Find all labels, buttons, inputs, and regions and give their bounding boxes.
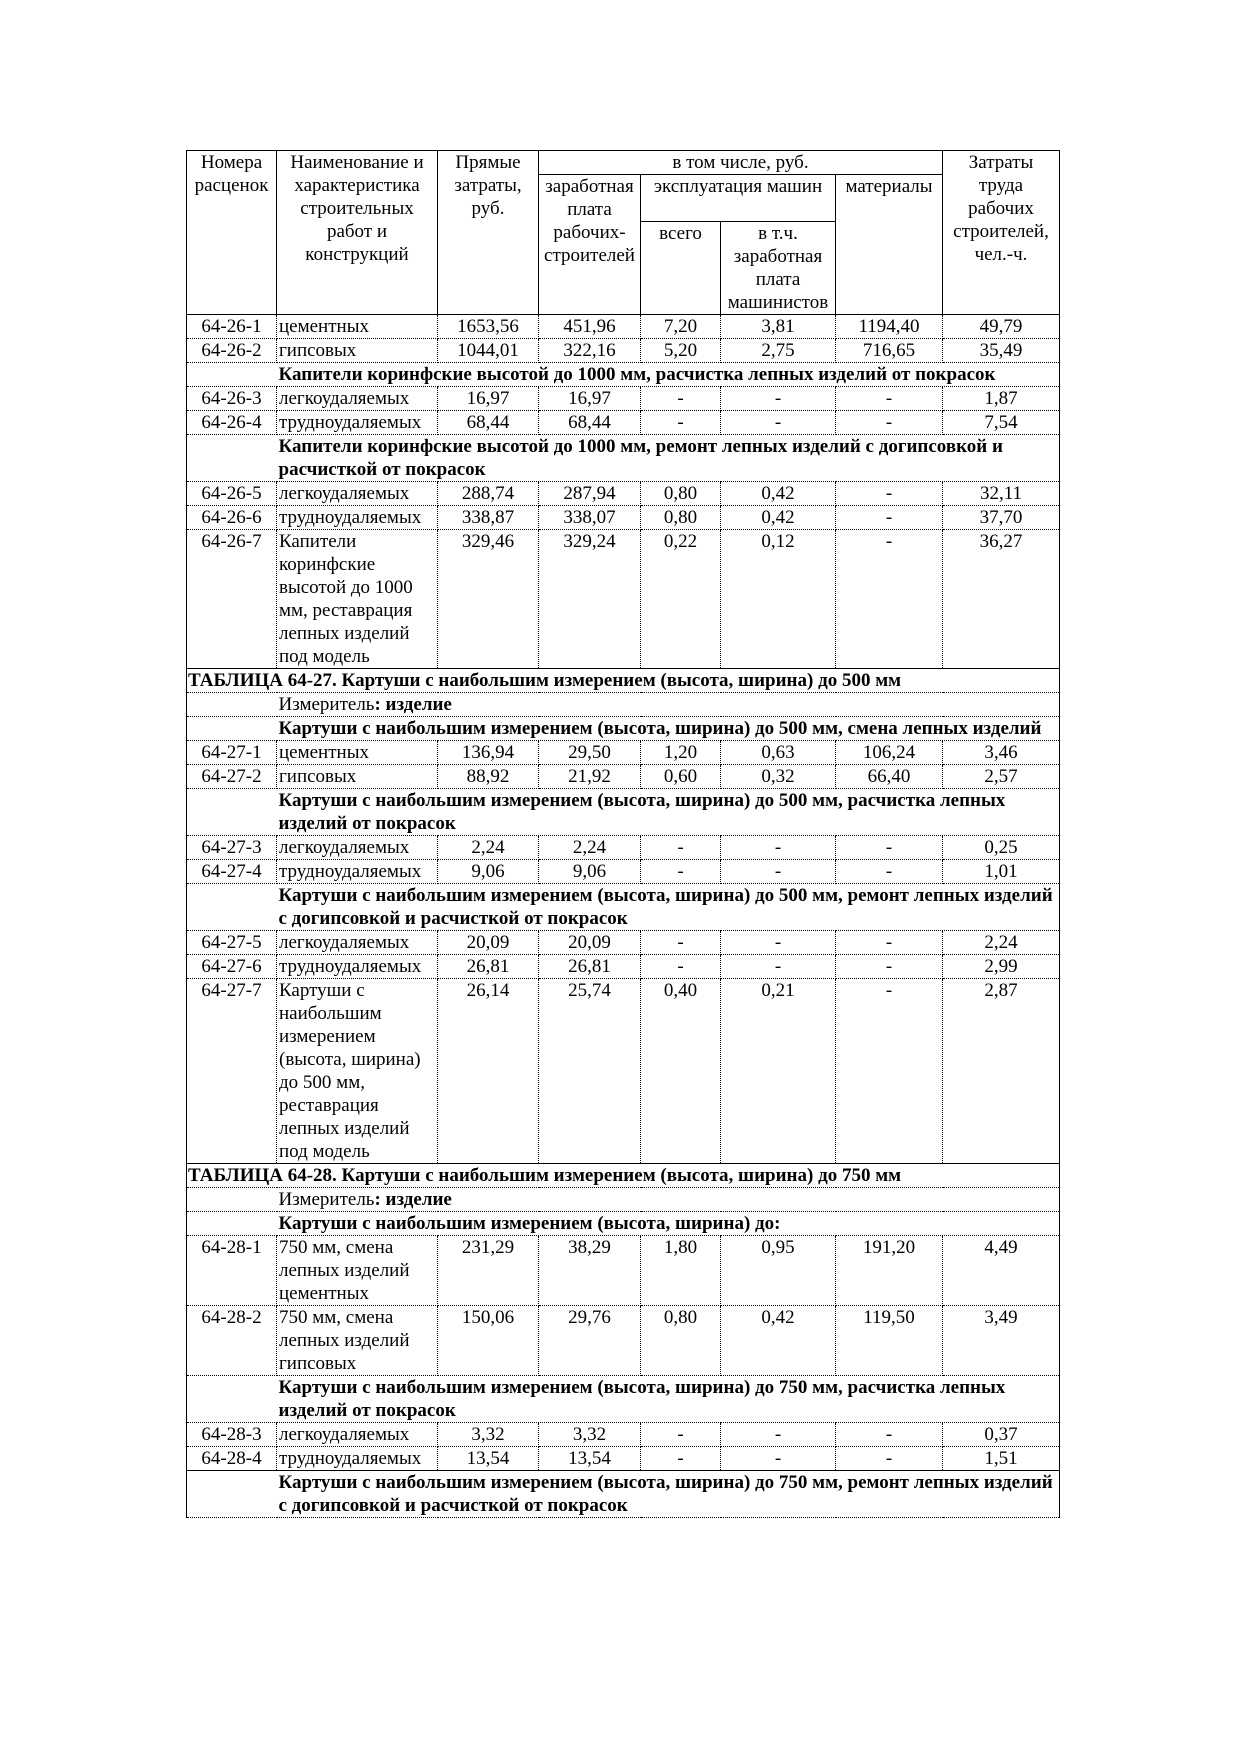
rate-code: 64-26-2 (187, 339, 277, 363)
worker-wage: 38,29 (539, 1236, 641, 1306)
direct-cost: 88,92 (438, 765, 539, 789)
labor-cost: 2,87 (943, 979, 1060, 1164)
table-row (187, 931, 1060, 955)
worker-wage: 29,50 (539, 741, 641, 765)
table-row (187, 860, 1060, 884)
materials-cost: 106,24 (836, 741, 943, 765)
work-name: Картуши с наибольшим измерением (высота, ширина) до 500 мм, реставрация лепных изделий под модель (277, 979, 438, 1164)
rate-code: 64-26-3 (187, 387, 277, 411)
work-name: 750 мм, смена лепных изделий гипсовых (277, 1306, 438, 1376)
rate-code: 64-26-4 (187, 411, 277, 435)
group-heading-row (187, 789, 1060, 836)
table-row (187, 741, 1060, 765)
table-row (187, 1236, 1060, 1306)
worker-wage: 451,96 (539, 315, 641, 339)
machines-total: - (641, 860, 721, 884)
table-row (187, 411, 1060, 435)
work-name: цементных (277, 315, 438, 339)
direct-cost: 3,32 (438, 1423, 539, 1447)
header-machines-total: всего (641, 222, 721, 315)
header-codes: Номера расценок (187, 151, 277, 315)
materials-cost: - (836, 979, 943, 1164)
worker-wage: 26,81 (539, 955, 641, 979)
machines-total: 0,22 (641, 530, 721, 669)
materials-cost: 1194,40 (836, 315, 943, 339)
machinist-wage: 0,95 (721, 1236, 836, 1306)
machinist-wage: - (721, 1423, 836, 1447)
materials-cost: - (836, 1447, 943, 1471)
table-title: ТАБЛИЦА 64-28. Картуши с наибольшим измерением (высота, ширина) до 750 мм (187, 1164, 1060, 1188)
rate-code: 64-27-5 (187, 931, 277, 955)
direct-cost: 1653,56 (438, 315, 539, 339)
labor-cost: 4,49 (943, 1236, 1060, 1306)
direct-cost: 2,24 (438, 836, 539, 860)
machines-total: 1,80 (641, 1236, 721, 1306)
work-name: трудноудаляемых (277, 1447, 438, 1471)
group-heading: Картуши с наибольшим измерением (высота, ширина) до 750 мм, расчистка лепных изделий от покрасок (277, 1376, 1060, 1423)
materials-cost: - (836, 530, 943, 669)
labor-cost: 7,54 (943, 411, 1060, 435)
work-name: легкоудаляемых (277, 1423, 438, 1447)
table-title-row (187, 1164, 1060, 1188)
machines-total: 0,40 (641, 979, 721, 1164)
table-row (187, 1423, 1060, 1447)
group-heading: Картуши с наибольшим измерением (высота, ширина) до 750 мм, ремонт лепных изделий с догипсовкой и расчисткой от покрасок (277, 1471, 1060, 1518)
materials-cost: - (836, 836, 943, 860)
materials-cost: - (836, 955, 943, 979)
worker-wage: 3,32 (539, 1423, 641, 1447)
materials-cost: - (836, 1423, 943, 1447)
machines-total: 0,80 (641, 1306, 721, 1376)
rate-code: 64-27-1 (187, 741, 277, 765)
machinist-wage: 0,42 (721, 1306, 836, 1376)
work-name: 750 мм, смена лепных изделий цементных (277, 1236, 438, 1306)
machinist-wage: - (721, 387, 836, 411)
labor-cost: 3,49 (943, 1306, 1060, 1376)
spacer (187, 717, 277, 741)
worker-wage: 25,74 (539, 979, 641, 1164)
machinist-wage: 3,81 (721, 315, 836, 339)
direct-cost: 20,09 (438, 931, 539, 955)
rate-code: 64-28-2 (187, 1306, 277, 1376)
direct-cost: 150,06 (438, 1306, 539, 1376)
group-heading: Картуши с наибольшим измерением (высота, ширина) до 500 мм, расчистка лепных изделий от покрасок (277, 789, 1060, 836)
labor-cost: 1,01 (943, 860, 1060, 884)
work-name: трудноудаляемых (277, 860, 438, 884)
labor-cost: 1,51 (943, 1447, 1060, 1471)
group-heading-row (187, 1376, 1060, 1423)
table-row (187, 1306, 1060, 1376)
machines-total: - (641, 1447, 721, 1471)
rate-code: 64-27-4 (187, 860, 277, 884)
machinist-wage: - (721, 411, 836, 435)
group-heading: Капители коринфские высотой до 1000 мм, расчистка лепных изделий от покрасок (277, 363, 1060, 387)
work-name: трудноудаляемых (277, 506, 438, 530)
header-machinist-wage: в т.ч. заработная плата машинистов (721, 222, 836, 315)
machinist-wage: 0,12 (721, 530, 836, 669)
spacer (187, 693, 277, 717)
labor-cost: 49,79 (943, 315, 1060, 339)
work-name: трудноудаляемых (277, 955, 438, 979)
rate-code: 64-27-7 (187, 979, 277, 1164)
labor-cost: 32,11 (943, 482, 1060, 506)
table-row (187, 506, 1060, 530)
labor-cost: 3,46 (943, 741, 1060, 765)
spacer (187, 435, 277, 482)
worker-wage: 338,07 (539, 506, 641, 530)
table-body (187, 315, 1060, 1518)
materials-cost: 119,50 (836, 1306, 943, 1376)
group-heading-row (187, 884, 1060, 931)
rate-code: 64-27-2 (187, 765, 277, 789)
worker-wage: 20,09 (539, 931, 641, 955)
machines-total: 1,20 (641, 741, 721, 765)
work-name: легкоудаляемых (277, 387, 438, 411)
worker-wage: 68,44 (539, 411, 641, 435)
table-row (187, 979, 1060, 1164)
table-title-row (187, 669, 1060, 693)
worker-wage: 329,24 (539, 530, 641, 669)
machines-total: 7,20 (641, 315, 721, 339)
materials-cost: - (836, 411, 943, 435)
unit-label: Измеритель (278, 694, 375, 715)
work-name: легкоудаляемых (277, 931, 438, 955)
labor-cost: 2,24 (943, 931, 1060, 955)
table-row (187, 315, 1060, 339)
rate-code: 64-26-6 (187, 506, 277, 530)
table-row (187, 836, 1060, 860)
labor-cost: 0,25 (943, 836, 1060, 860)
direct-cost: 68,44 (438, 411, 539, 435)
machines-total: - (641, 955, 721, 979)
machinist-wage: 0,63 (721, 741, 836, 765)
price-table-document (186, 150, 1059, 1518)
spacer (187, 1376, 277, 1423)
direct-cost: 9,06 (438, 860, 539, 884)
machines-total: - (641, 931, 721, 955)
machines-total: - (641, 1423, 721, 1447)
unit-value: : изделие (374, 1189, 452, 1210)
machinist-wage: 0,42 (721, 506, 836, 530)
labor-cost: 35,49 (943, 339, 1060, 363)
header-machines: эксплуатация машин (641, 175, 836, 222)
materials-cost: - (836, 482, 943, 506)
materials-cost: - (836, 387, 943, 411)
unit-cell (277, 1188, 1060, 1212)
work-name: легкоудаляемых (277, 482, 438, 506)
labor-cost: 37,70 (943, 506, 1060, 530)
rate-code: 64-27-3 (187, 836, 277, 860)
machinist-wage: 2,75 (721, 339, 836, 363)
machines-total: - (641, 411, 721, 435)
machinist-wage: - (721, 955, 836, 979)
machinist-wage: - (721, 931, 836, 955)
table-title: ТАБЛИЦА 64-27. Картуши с наибольшим измерением (высота, ширина) до 500 мм (187, 669, 1060, 693)
worker-wage: 29,76 (539, 1306, 641, 1376)
group-heading-row (187, 1212, 1060, 1236)
unit-label: Измеритель (278, 1189, 375, 1210)
work-name: Капители коринфские высотой до 1000 мм, реставрация лепных изделий под модель (277, 530, 438, 669)
direct-cost: 288,74 (438, 482, 539, 506)
table-header (187, 151, 1060, 315)
machinist-wage: - (721, 1447, 836, 1471)
table-row (187, 482, 1060, 506)
labor-cost: 2,99 (943, 955, 1060, 979)
machinist-wage: - (721, 860, 836, 884)
spacer (187, 1471, 277, 1518)
table-row (187, 530, 1060, 669)
work-name: гипсовых (277, 765, 438, 789)
labor-cost: 0,37 (943, 1423, 1060, 1447)
table-row (187, 765, 1060, 789)
unit-row (187, 693, 1060, 717)
table-row (187, 339, 1060, 363)
direct-cost: 13,54 (438, 1447, 539, 1471)
worker-wage: 16,97 (539, 387, 641, 411)
spacer (187, 1188, 277, 1212)
worker-wage: 322,16 (539, 339, 641, 363)
worker-wage: 13,54 (539, 1447, 641, 1471)
group-heading-row (187, 363, 1060, 387)
direct-cost: 26,81 (438, 955, 539, 979)
rate-code: 64-27-6 (187, 955, 277, 979)
table-row (187, 1447, 1060, 1471)
direct-cost: 136,94 (438, 741, 539, 765)
unit-value: : изделие (374, 694, 452, 715)
worker-wage: 21,92 (539, 765, 641, 789)
labor-cost: 36,27 (943, 530, 1060, 669)
header-direct: Прямые затраты, руб. (438, 151, 539, 315)
rate-code: 64-28-3 (187, 1423, 277, 1447)
machinist-wage: 0,21 (721, 979, 836, 1164)
machinist-wage: 0,42 (721, 482, 836, 506)
group-heading: Картуши с наибольшим измерением (высота, ширина) до 500 мм, смена лепных изделий (277, 717, 1060, 741)
labor-cost: 1,87 (943, 387, 1060, 411)
header-wage: заработная плата рабочих-строителей (539, 175, 641, 315)
direct-cost: 26,14 (438, 979, 539, 1164)
direct-cost: 16,97 (438, 387, 539, 411)
materials-cost: 191,20 (836, 1236, 943, 1306)
work-name: гипсовых (277, 339, 438, 363)
rate-code: 64-28-1 (187, 1236, 277, 1306)
spacer (187, 1212, 277, 1236)
unit-row (187, 1188, 1060, 1212)
machines-total: - (641, 836, 721, 860)
rate-code: 64-26-1 (187, 315, 277, 339)
group-heading: Картуши с наибольшим измерением (высота, ширина) до 500 мм, ремонт лепных изделий с догипсовкой и расчисткой от покрасок (277, 884, 1060, 931)
unit-cell (277, 693, 1060, 717)
group-heading: Капители коринфские высотой до 1000 мм, ремонт лепных изделий с догипсовкой и расчисткой от покрасок (277, 435, 1060, 482)
work-name: легкоудаляемых (277, 836, 438, 860)
header-including: в том числе, руб. (539, 151, 943, 175)
direct-cost: 1044,01 (438, 339, 539, 363)
machinist-wage: 0,32 (721, 765, 836, 789)
rate-code: 64-28-4 (187, 1447, 277, 1471)
machines-total: 0,80 (641, 482, 721, 506)
labor-cost: 2,57 (943, 765, 1060, 789)
rate-code: 64-26-5 (187, 482, 277, 506)
worker-wage: 2,24 (539, 836, 641, 860)
group-heading-row (187, 435, 1060, 482)
header-materials: материалы (836, 175, 943, 315)
worker-wage: 9,06 (539, 860, 641, 884)
machines-total: 0,60 (641, 765, 721, 789)
direct-cost: 329,46 (438, 530, 539, 669)
group-heading-row (187, 1471, 1060, 1518)
group-heading-row (187, 717, 1060, 741)
machines-total: 0,80 (641, 506, 721, 530)
machines-total: 5,20 (641, 339, 721, 363)
direct-cost: 338,87 (438, 506, 539, 530)
spacer (187, 884, 277, 931)
work-name: цементных (277, 741, 438, 765)
table-row (187, 387, 1060, 411)
group-heading: Картуши с наибольшим измерением (высота, ширина) до: (277, 1212, 1060, 1236)
materials-cost: 716,65 (836, 339, 943, 363)
machinist-wage: - (721, 836, 836, 860)
materials-cost: - (836, 931, 943, 955)
price-table (186, 150, 1060, 1518)
worker-wage: 287,94 (539, 482, 641, 506)
work-name: трудноудаляемых (277, 411, 438, 435)
rate-code: 64-26-7 (187, 530, 277, 669)
materials-cost: 66,40 (836, 765, 943, 789)
spacer (187, 789, 277, 836)
header-labor: Затраты труда рабочих строителей, чел.-ч. (943, 151, 1060, 315)
direct-cost: 231,29 (438, 1236, 539, 1306)
materials-cost: - (836, 860, 943, 884)
machines-total: - (641, 387, 721, 411)
table-row (187, 955, 1060, 979)
materials-cost: - (836, 506, 943, 530)
header-name: Наименование и характеристика строительных работ и конструкций (277, 151, 438, 315)
spacer (187, 363, 277, 387)
